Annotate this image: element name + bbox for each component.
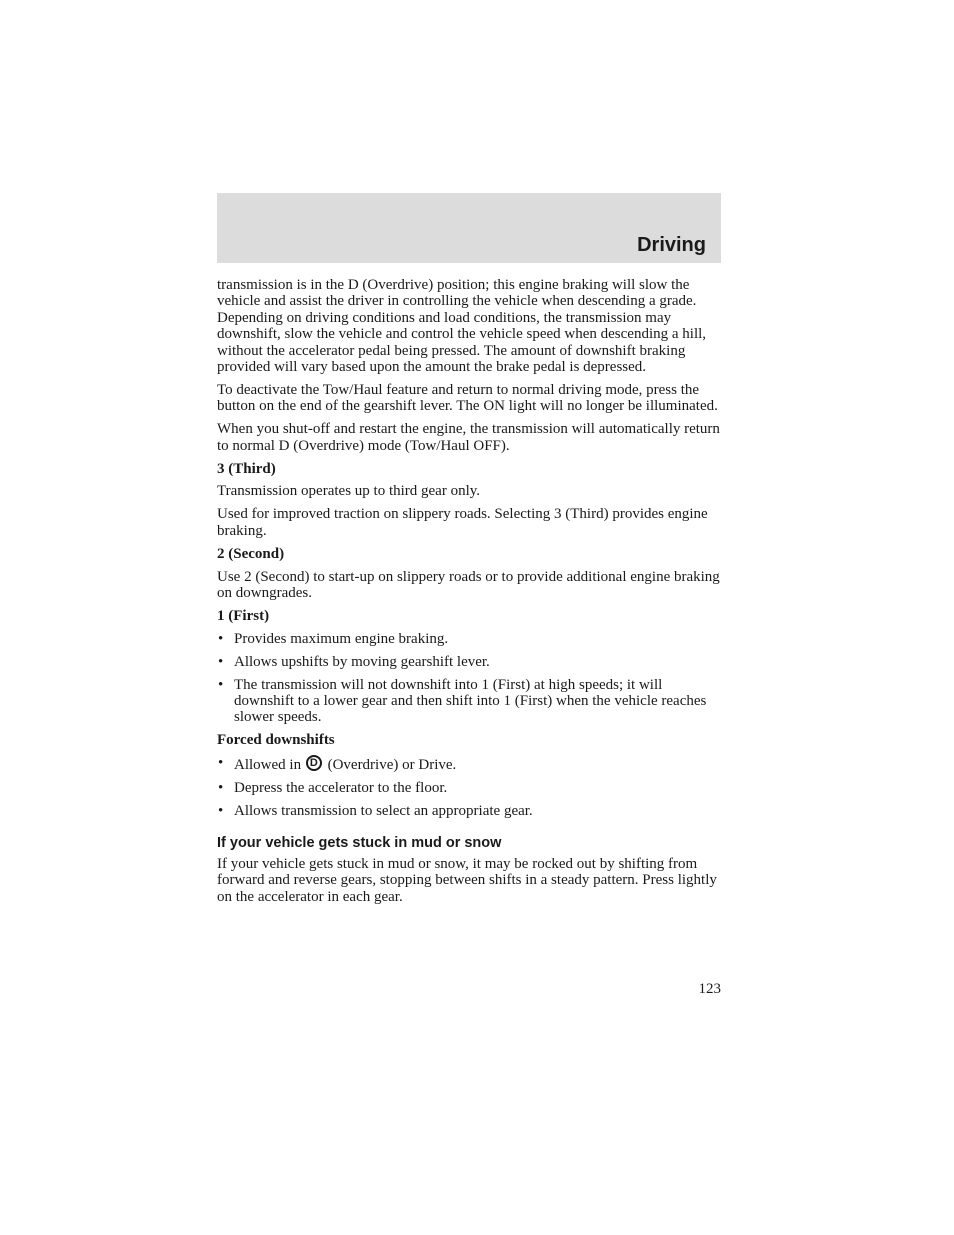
- heading-stuck-in-mud: If your vehicle gets stuck in mud or snow: [217, 835, 502, 852]
- bullet-icon: •: [218, 780, 224, 797]
- heading-second: 2 (Second): [217, 545, 285, 562]
- list-item: [217, 755, 721, 773]
- bullet-icon: •: [218, 653, 224, 670]
- heading-first: 1 (First): [217, 607, 270, 624]
- paragraph-engine-braking: transmission is in the D (Overdrive) position; this engine braking will slow the vehicle and assist the driver in controlling the vehicle when descending a grade. Depending on driving conditions and load conditions, the transmission may downshift, slow the vehicle and control the vehicle speed when descending a hill, without the accelerator pedal being pressed. The amount of downshift braking provided will vary based upon the amount the brake pedal is depressed.: [217, 277, 707, 376]
- paragraph-second-1: Use 2 (Second) to start-up on slippery roads or to provide additional engine braking on downgrades.: [217, 568, 720, 601]
- list-item-text: The transmission will not downshift into 1 (First) at high speeds; it will downshift to a lower gear and then shift into 1 (First) when the vehicle reaches slower speeds.: [234, 676, 707, 726]
- paragraph-third-2: Used for improved traction on slippery roads. Selecting 3 (Third) provides engine braking.: [217, 506, 708, 539]
- paragraph-third-1: Transmission operates up to third gear only.: [217, 483, 481, 500]
- section-title: Driving: [637, 234, 706, 256]
- list-item-text: Allows transmission to select an appropriate gear.: [234, 803, 533, 820]
- section-header-band: [217, 193, 721, 263]
- paragraph-deactivate-tow-haul: To deactivate the Tow/Haul feature and return to normal driving mode, press the button on the end of the gearshift lever. The ON light will no longer be illuminated.: [217, 381, 718, 415]
- heading-forced-downshifts: Forced downshifts: [217, 732, 335, 749]
- list-item: [217, 654, 721, 670]
- list-item-text-after-icon: (Overdrive) or Drive.: [327, 757, 457, 774]
- list-item: [217, 803, 721, 819]
- page-number: 123: [698, 981, 721, 997]
- list-item-text-before-icon: Allowed in: [234, 757, 302, 774]
- paragraph-restart-engine: When you shut-off and restart the engine, the transmission will automatically return to normal D (Overdrive) mode (Tow/Haul OFF).: [217, 421, 720, 454]
- bullet-icon: •: [218, 755, 224, 772]
- paragraph-stuck-in-mud: If your vehicle gets stuck in mud or snow, it may be rocked out by shifting from forward and reverse gears, stopping between shifts in a steady pattern. Press lightly on the accelerator in each gear.: [217, 855, 717, 905]
- page-content: [217, 277, 721, 912]
- list-item: [217, 677, 721, 726]
- bullet-icon: •: [218, 676, 224, 693]
- bullet-icon: •: [218, 630, 224, 647]
- overdrive-d-icon-letter: D: [309, 757, 318, 770]
- forced-bullet-list: [217, 755, 721, 819]
- heading-third: 3 (Third): [217, 460, 276, 477]
- list-item-text: Allows upshifts by moving gearshift lever.: [234, 653, 490, 670]
- list-item: [217, 780, 721, 796]
- list-item-text: Depress the accelerator to the floor.: [234, 780, 448, 797]
- first-bullet-list: [217, 631, 721, 726]
- list-item: [217, 631, 721, 647]
- list-item-text: Provides maximum engine braking.: [234, 630, 449, 647]
- overdrive-d-icon: [306, 755, 322, 771]
- bullet-icon: •: [218, 803, 224, 820]
